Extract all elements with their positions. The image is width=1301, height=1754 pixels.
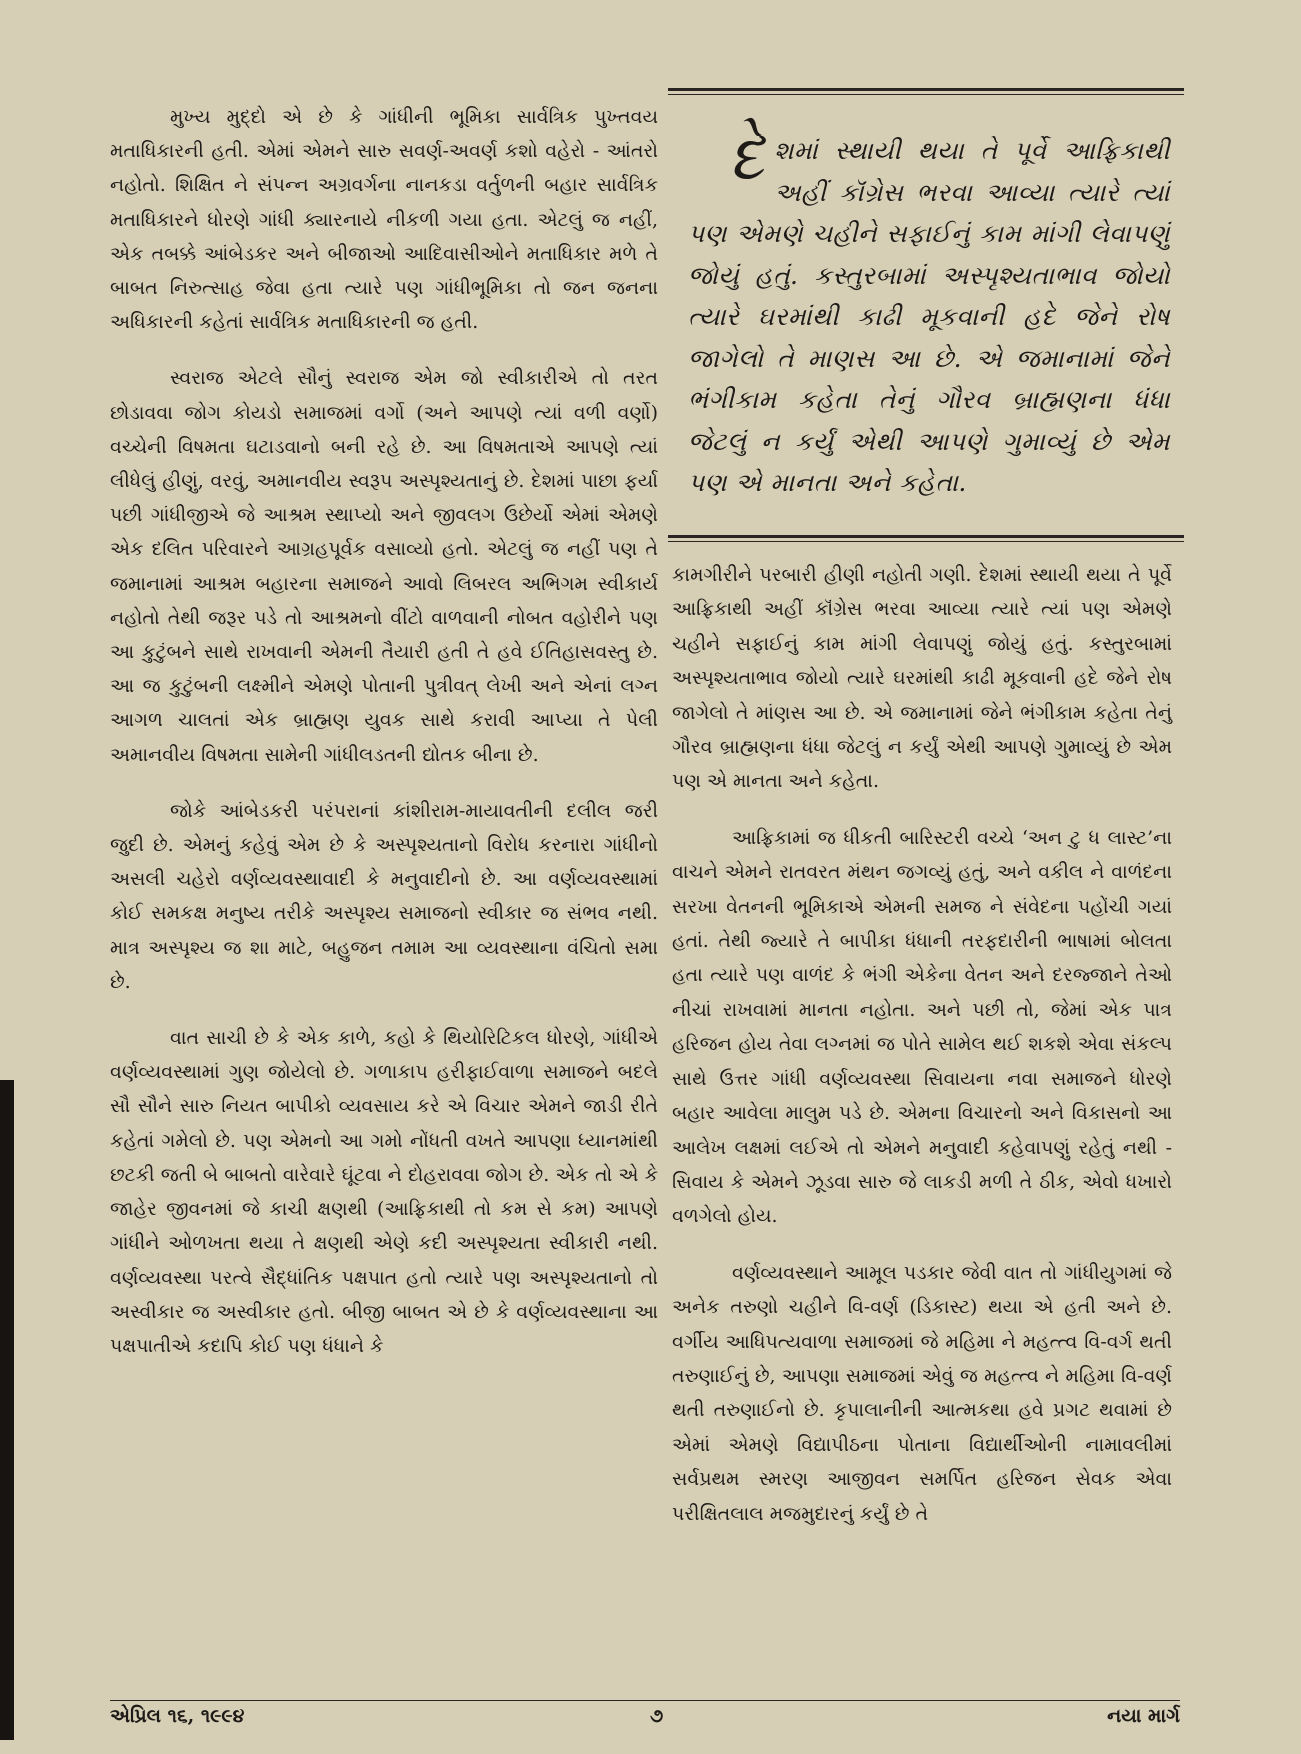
pull-quote-bottom-rule (668, 535, 1184, 542)
paragraph: જોકે આંબેડકરી પરંપરાનાં કાંશીરામ-માયાવતીની દલીલ જરી જુદી છે. એમનું કહેવું એમ છે કે અસ્પૃશ્યતાનો વિરોધ કરનારા ગાંધીનો અસલી ચહેરો વર્ણવ્યવસ્થાવાદી કે મનુવાદીનો છે. આ વર્ણવ્યવસ્થામાં કોઈ સમકક્ષ મનુષ્ય તરીકે અસ્પૃશ્ય સમાજનો સ્વીકાર જ સંભવ નથી. માત્ર અસ્પૃશ્ય જ શા માટે, બહુજન તમામ આ વ્યવસ્થાના વંચિતો સમા છે. (110, 799, 658, 993)
pull-quote-top-rule (668, 88, 1184, 95)
page-footer (110, 1700, 1180, 1729)
pull-quote-box (668, 88, 1184, 542)
drop-cap: દે (728, 121, 765, 195)
issue-date: એપ્રિલ ૧૬, ૧૯૯૪ (110, 1705, 245, 1727)
magazine-name: નયા માર્ગ (1107, 1705, 1180, 1727)
right-column (672, 558, 1172, 1553)
pull-quote (688, 121, 1170, 504)
scan-edge-shadow (0, 1080, 14, 1740)
paragraph: વાત સાચી છે કે એક કાળે, કહો કે થિયોરિટિકલ ધોરણે, ગાંધીએ વર્ણવ્યવસ્થામાં ગુણ જોયેલો છે. ગળાકાપ હરીફાઈવાળા સમાજને બદલે સૌ સૌને સારુ નિયત બાપીકો વ્યવસાય કરે એ વિચાર એમને જાડી રીતે કહેતાં ગમેલો છે. પણ એમનો આ ગમો નોંધતી વખતે આપણા ધ્યાનમાંથી છટકી જતી બે બાબતો વારેવારે ઘૂંટવા ને દોહરાવવા જોગ છે. એક તો એ કે જાહેર જીવનમાં જે કાચી ક્ષણથી (આફ્રિકાથી તો કમ સે કમ) આપણે ગાંધીને ઓળખતા થયા તે ક્ષણથી એણે કદી અસ્પૃશ્યતા સ્વીકારી નથી. વર્ણવ્યવસ્થા પરત્વે સૈદ્ધાંતિક પક્ષપાત હતો ત્યારે પણ અસ્પૃશ્યતાનો તો અસ્વીકાર જ અસ્વીકાર હતો. બીજી બાબત એ છે કે વર્ણવ્યવસ્થાના આ પક્ષપાતીએ કદાપિ કોઈ પણ ધંધાને કે (110, 1027, 658, 1357)
pull-quote-text: શમાં સ્થાયી થયા તે પૂર્વે આફ્રિકાથી અહીં કૉંગ્રેસ ભરવા આવ્યા ત્યારે ત્યાં પણ એમણે ચહીને સફાઈનું કામ માંગી લેવાપણું જોયું હતું. કસ્તુરબામાં અસ્પૃશ્યતાભાવ જોયો ત્યારે ઘરમાંથી કાઢી મૂકવાની હદે જેને રોષ જાગેલો તે માણસ આ છે. એ જમાનામાં જેને ભંગીકામ કહેતા તેનું ગૌરવ બ્રાહ્મણના ધંધા જેટલું ન કર્યું એથી આપણે ગુમાવ્યું છે એમ પણ એ માનતા અને કહેતા. (688, 136, 1170, 497)
left-column (110, 100, 658, 1385)
paragraph: સ્વરાજ એટલે સૌનું સ્વરાજ એમ જો સ્વીકારીએ તો તરત છોડાવવા જોગ કોયડો સમાજમાં વર્ગો (અને આપણે ત્યાં વળી વર્ણો) વચ્ચેની વિષમતા ઘટાડવાનો બની રહે છે. આ વિષમતાએ આપણે ત્યાં લીધેલું હીણું, વરવું, અમાનવીય સ્વરૂપ અસ્પૃશ્યતાનું છે. દેશમાં પાછા ફર્યા પછી ગાંધીજીએ જે આશ્રમ સ્થાપ્યો અને જીવલગ ઉછેર્યો એમાં એમણે એક દલિત પરિવારને આગ્રહપૂર્વક વસાવ્યો હતો. એટલું જ નહીં પણ તે જમાનામાં આશ્રમ બહારના સમાજને આવો લિબરલ અભિગમ સ્વીકાર્ય નહોતો તેથી જરૂર પડે તો આશ્રમનો વીંટો વાળવાની નોબત વહોરીને પણ આ કુટુંબને સાથે રાખવાની એમની તૈયારી હતી તે હવે ઈતિહાસવસ્તુ છે. આ જ કુટુંબની લક્ષ્મીને એમણે પોતાની પુત્રીવત્ લેખી અને એનાં લગ્ન આગળ ચાલતાં એક બ્રાહ્મણ યુવક સાથે કરાવી આપ્યા તે પેલી અમાનવીય વિષમતા સામેની ગાંધીલડતની દ્યોતક બીના છે. (110, 367, 658, 766)
paragraph: વર્ણવ્યવસ્થાને આમૂલ પડકાર જેવી વાત તો ગાંધીયુગમાં જે અનેક તરુણો ચહીને વિ-વર્ણ (ડિકાસ્ટ) થયા એ હતી અને છે. વર્ગીય આધિપત્યવાળા સમાજમાં જે મહિમા ને મહત્ત્વ વિ-વર્ગ થતી તરુણાઈનું છે, આપણા સમાજમાં એવું જ મહત્ત્વ ને મહિમા વિ-વર્ણ થતી તરુણાઈનો છે. કૃપાલાનીની આત્મકથા હવે પ્રગટ થવામાં છે એમાં એમણે વિદ્યાપીઠના પોતાના વિદ્યાર્થીઓની નામાવલીમાં સર્વપ્રથમ સ્મરણ આજીવન સમર્પિત હરિજન સેવક એવા પરીક્ષિતલાલ મજમુદારનું કર્યું છે તે (672, 1261, 1172, 1525)
paragraph: આફ્રિકામાં જ ધીકતી બારિસ્ટરી વચ્ચે ‘અન ટુ ધ લાસ્ટ’ના વાચને એમને રાતવરત મંથન જગવ્યું હતું, અને વકીલ ને વાળંદના સરખા વેતનની ભૂમિકાએ એમની સમજ ને સંવેદના પહોંચી ગયાં હતાં. તેથી જ્યારે તે બાપીકા ધંધાની તરફદારીની ભાષામાં બોલતા હતા ત્યારે પણ વાળંદ કે ભંગી એકેના વેતન અને દરજ્જાને તેઓ નીચાં રાખવામાં માનતા નહોતા. અને પછી તો, જેમાં એક પાત્ર હરિજન હોય તેવા લગ્નમાં જ પોતે સામેલ થઈ શકશે એવા સંકલ્પ સાથે ઉત્તર ગાંધી વર્ણવ્યવસ્થા સિવાયના નવા સમાજને ધોરણે બહાર આવેલા માલુમ પડે છે. એમના વિચારનો અને વિકાસનો આ આલેખ લક્ષમાં લઈએ તો એમને મનુવાદી કહેવાપણું રહેતું નથી - સિવાય કે એમને ઝૂડવા સારુ જે લાકડી મળી તે ઠીક, એવો ધખારો વળગેલો હોય. (672, 826, 1172, 1228)
paragraph: કામગીરીને પરબારી હીણી નહોતી ગણી. દેશમાં સ્થાયી થયા તે પૂર્વે આફ્રિકાથી અહીં કૉંગ્રેસ ભરવા આવ્યા ત્યારે ત્યાં પણ એમણે ચહીને સફાઈનું કામ માંગી લેવાપણું જોયું હતું. કસ્તુરબામાં અસ્પૃશ્યતાભાવ જોયો ત્યારે ઘરમાંથી કાઢી મૂકવાની હદે જેને રોષ જાગેલો તે માંણસ આ છે. એ જમાનામાં જેને ભંગીકામ કહેતા તેનું ગૌરવ બ્રાહ્મણના ધંધા જેટલું ન કર્યું એથી આપણે ગુમાવ્યું છે એમ પણ એ માનતા અને કહેતા. (672, 564, 1172, 793)
paragraph: મુખ્ય મુદ્દો એ છે કે ગાંધીની ભૂમિકા સાર્વત્રિક પુખ્તવય મતાધિકારની હતી. એમાં એમને સારુ સવર્ણ-અવર્ણ કશો વહેરો - આંતરો નહોતો. શિક્ષિત ને સંપન્ન અગ્રવર્ગના નાનકડા વર્તુળની બહાર સાર્વત્રિક મતાધિકારને ધોરણે ગાંધી ક્યારનાયે નીકળી ગયા હતા. એટલું જ નહીં, એક તબક્કે આંબેડકર અને બીજાઓ આદિવાસીઓને મતાધિકાર મળે તે બાબત નિરુત્સાહ જેવા હતા ત્યારે પણ ગાંધીભૂમિકા તો જન જનના અધિકારની કહેતાં સાર્વત્રિક મતાધિકારની જ હતી. (110, 106, 658, 334)
page-number: ૭ (650, 1705, 664, 1727)
